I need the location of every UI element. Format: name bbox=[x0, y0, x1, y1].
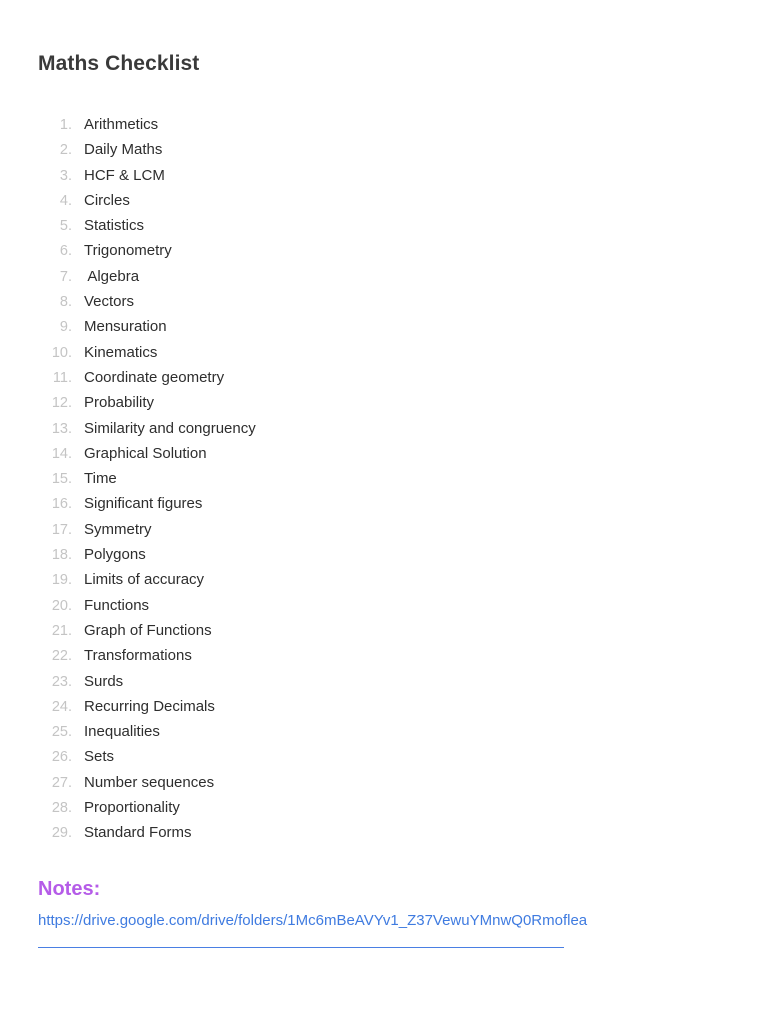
checklist-item-number: 5. bbox=[59, 218, 72, 235]
checklist-item-number: 19. bbox=[51, 572, 72, 589]
checklist-item-number: 22. bbox=[51, 648, 72, 665]
checklist-item-number: 3. bbox=[59, 167, 72, 184]
checklist-item-label: Arithmetics bbox=[84, 116, 159, 133]
checklist-item-label: Coordinate geometry bbox=[84, 368, 225, 386]
checklist-item-label: Statistics bbox=[84, 217, 145, 235]
checklist-item-label: Number sequences bbox=[84, 773, 215, 791]
checklist-item-label: Polygons bbox=[84, 546, 146, 564]
checklist-item-label: Surds bbox=[84, 672, 124, 690]
checklist-item-label: Daily Maths bbox=[84, 141, 163, 159]
checklist-item-label: Kinematics bbox=[84, 343, 158, 361]
checklist-item-number: 17. bbox=[51, 521, 72, 538]
divider-line bbox=[38, 947, 564, 948]
checklist-item-label: Circles bbox=[84, 191, 130, 209]
checklist-item-number: 1. bbox=[59, 117, 72, 133]
checklist-item-number: 25. bbox=[51, 724, 72, 741]
checklist-item-label: Proportionality bbox=[84, 799, 180, 817]
checklist-item-number: 8. bbox=[59, 294, 72, 311]
checklist-item-number: 29. bbox=[51, 825, 72, 842]
checklist-item-label: Similarity and congruency bbox=[84, 419, 256, 437]
checklist-item-label: Standard Forms bbox=[84, 824, 192, 842]
checklist-item-number: 7. bbox=[59, 268, 72, 285]
checklist-item-number: 6. bbox=[59, 243, 72, 260]
checklist-item-number: 16. bbox=[51, 496, 72, 513]
checklist-item-label: Algebra bbox=[84, 267, 140, 285]
checklist-item-number: 10. bbox=[51, 344, 72, 361]
checklist-item-label: Graph of Functions bbox=[84, 621, 212, 639]
checklist-item-number: 2. bbox=[59, 142, 72, 159]
checklist-item-label: Sets bbox=[84, 748, 115, 766]
page-title: Maths Checklist bbox=[38, 52, 200, 75]
checklist-item-label: Time bbox=[84, 470, 117, 488]
checklist-item-number: 20. bbox=[51, 597, 72, 614]
checklist-item-label: Limits of accuracy bbox=[84, 571, 205, 589]
checklist-item-label: Functions bbox=[84, 596, 150, 614]
notes-heading: Notes: bbox=[38, 878, 101, 900]
checklist-item-number: 27. bbox=[51, 774, 72, 791]
checklist-item-number: 12. bbox=[51, 395, 72, 412]
checklist-item-number: 4. bbox=[59, 192, 72, 209]
checklist-item-number: 28. bbox=[51, 800, 72, 817]
checklist-item-label: Symmetry bbox=[84, 520, 152, 538]
checklist-item-label: HCF & LCM bbox=[84, 166, 165, 184]
checklist-item-label: Mensuration bbox=[84, 318, 167, 336]
checklist-item-number: 11. bbox=[52, 369, 72, 386]
checklist-item-label: Trigonometry bbox=[84, 242, 172, 260]
checklist-item-label: Probability bbox=[84, 394, 155, 412]
checklist-item-label: Vectors bbox=[84, 293, 135, 311]
checklist-item-number: 18. bbox=[51, 547, 72, 564]
checklist-item-number: 14. bbox=[51, 445, 72, 462]
checklist-item-number: 21. bbox=[51, 622, 72, 639]
checklist-item-label: Significant figures bbox=[84, 495, 203, 513]
checklist-item-number: 26. bbox=[51, 749, 72, 766]
checklist-item-number: 24. bbox=[51, 698, 72, 715]
checklist-item-label: Transformations bbox=[84, 647, 192, 665]
checklist-item-label: Graphical Solution bbox=[84, 444, 207, 462]
checklist-item-label: Recurring Decimals bbox=[84, 697, 215, 715]
checklist-item-number: 15. bbox=[51, 471, 72, 488]
checklist-item-number: 9. bbox=[59, 319, 72, 336]
notes-drive-link[interactable]: https://drive.google.com/drive/folders/1Mc6mBeAVYv1_Z37VewuYMnwQ0Rmoflea bbox=[38, 912, 588, 929]
checklist-item-number: 23. bbox=[51, 673, 72, 690]
checklist-item-number: 13. bbox=[51, 420, 72, 437]
checklist-item-label: Inequalities bbox=[84, 723, 160, 741]
